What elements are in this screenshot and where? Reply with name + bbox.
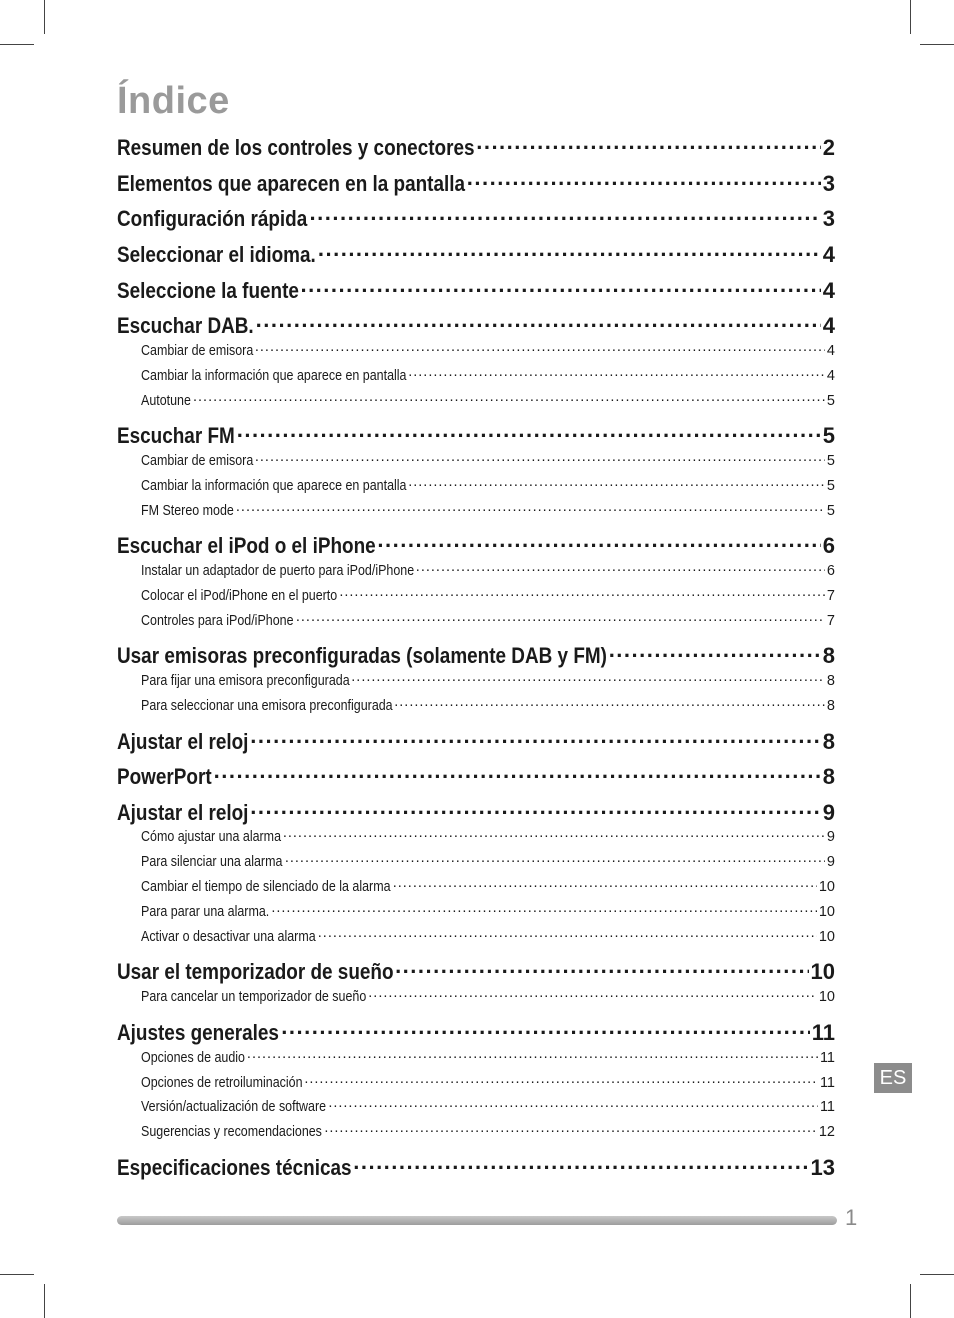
toc-subsection-entry[interactable] xyxy=(141,585,835,604)
page-title: Índice xyxy=(117,80,230,122)
footer-bar xyxy=(117,1216,837,1225)
toc-entry-page: 4 xyxy=(826,367,835,384)
toc-entry-label: Escuchar DAB. xyxy=(117,313,254,338)
toc-entry-page: 8 xyxy=(822,729,835,754)
toc-entry-page: 2 xyxy=(822,135,835,160)
toc-entry-label: Ajustar el reloj xyxy=(117,800,249,825)
dot-leader xyxy=(281,1018,809,1040)
toc-subsection-entry[interactable] xyxy=(141,365,835,384)
dot-leader xyxy=(339,585,825,600)
toc-entry-label: Ajustar el reloj xyxy=(117,729,249,754)
toc-entry-page: 9 xyxy=(826,828,835,845)
toc-entry-page: 5 xyxy=(826,452,835,469)
dot-leader xyxy=(416,560,825,575)
dot-leader xyxy=(467,169,821,191)
dot-leader xyxy=(214,762,821,784)
toc-entry-label: Para silenciar una alarma xyxy=(141,853,283,870)
toc-entry-label: Elementos que aparecen en la pantalla xyxy=(117,171,466,196)
toc-section-entry[interactable] xyxy=(117,762,835,790)
toc-entry-page: 5 xyxy=(826,477,835,494)
toc-entry-label: Seleccione la fuente xyxy=(117,278,299,303)
dot-leader xyxy=(408,365,825,380)
crop-mark xyxy=(0,44,34,45)
toc-entry-page: 7 xyxy=(826,587,835,604)
toc-section-entry[interactable] xyxy=(117,421,835,449)
dot-leader xyxy=(193,390,825,405)
toc-subsection-entry[interactable] xyxy=(141,1121,835,1140)
toc-entry-label: Para seleccionar una emisora preconfigurada xyxy=(141,697,393,714)
toc-entry-page: 11 xyxy=(819,1098,835,1115)
toc-entry-label: Opciones de retroiluminación xyxy=(141,1074,303,1091)
toc-entry-page: 8 xyxy=(826,697,835,714)
toc-subsection-entry[interactable] xyxy=(141,390,835,409)
toc-subsection-entry[interactable] xyxy=(141,500,835,519)
toc-entry-label: Cambiar de emisora xyxy=(141,342,254,359)
toc-entry-page: 11 xyxy=(819,1049,835,1066)
crop-mark xyxy=(920,1274,954,1275)
dot-leader xyxy=(296,610,825,625)
toc-section-entry[interactable] xyxy=(117,531,835,559)
toc-entry-label: PowerPort xyxy=(117,764,212,789)
toc-entry-label: Resumen de los controles y conectores xyxy=(117,135,475,160)
toc-entry-label: FM Stereo mode xyxy=(141,502,234,519)
toc-section-entry[interactable] xyxy=(117,727,835,755)
toc-entry-page: 5 xyxy=(826,502,835,519)
toc-subsection-entry[interactable] xyxy=(141,876,835,895)
crop-mark xyxy=(0,1274,34,1275)
toc-entry-page: 12 xyxy=(818,1123,835,1140)
dot-leader xyxy=(395,957,808,979)
toc-section-entry[interactable] xyxy=(117,798,835,826)
toc-entry-label: Seleccionar el idioma. xyxy=(117,242,316,267)
toc-entry-page: 11 xyxy=(811,1020,835,1045)
toc-entry-label: Sugerencias y recomendaciones xyxy=(141,1123,322,1140)
toc-entry-page: 9 xyxy=(826,853,835,870)
dot-leader xyxy=(318,926,817,941)
toc-section-entry[interactable] xyxy=(117,276,835,304)
toc-entry-label: Cambiar el tiempo de silenciado de la alarma xyxy=(141,878,391,895)
toc-entry-label: Usar el temporizador de sueño xyxy=(117,959,394,984)
dot-leader xyxy=(609,641,821,663)
toc-entry-label: Ajustes generales xyxy=(117,1020,279,1045)
dot-leader xyxy=(250,727,820,749)
toc-entry-page: 3 xyxy=(822,206,835,231)
toc-section-entry[interactable] xyxy=(117,133,835,161)
dot-leader xyxy=(236,500,825,515)
toc-entry-label: Cambiar la información que aparece en pantalla xyxy=(141,367,407,384)
toc-subsection-entry[interactable] xyxy=(141,475,835,494)
crop-mark xyxy=(910,0,911,34)
toc-entry-label: Configuración rápida xyxy=(117,206,308,231)
dot-leader xyxy=(237,421,821,443)
dot-leader xyxy=(283,826,825,841)
toc-entry-label: Para cancelar un temporizador de sueño xyxy=(141,988,367,1005)
toc-entry-label: Cambiar de emisora xyxy=(141,452,254,469)
toc-entry-label: Para parar una alarma. xyxy=(141,903,270,920)
toc-entry-page: 10 xyxy=(818,988,835,1005)
dot-leader xyxy=(271,901,817,916)
toc-entry-label: Escuchar el iPod o el iPhone xyxy=(117,533,376,558)
toc-section-entry[interactable] xyxy=(117,169,835,197)
toc-entry-page: 13 xyxy=(810,1155,835,1180)
dot-leader xyxy=(255,340,825,355)
dot-leader xyxy=(408,475,825,490)
toc-entry-page: 10 xyxy=(818,878,835,895)
toc-section-entry[interactable] xyxy=(117,240,835,268)
toc-entry-label: Cómo ajustar una alarma xyxy=(141,828,282,845)
toc-section-entry[interactable] xyxy=(117,204,835,232)
dot-leader xyxy=(351,670,825,685)
toc-entry-label: Usar emisoras preconfiguradas (solamente DAB y FM) xyxy=(117,643,607,668)
toc-entry-page: 3 xyxy=(822,171,835,196)
dot-leader xyxy=(318,240,821,262)
toc-entry-page: 6 xyxy=(822,533,835,558)
toc-subsection-entry[interactable] xyxy=(141,610,835,629)
toc-subsection-entry[interactable] xyxy=(141,670,835,689)
toc-subsection-entry[interactable] xyxy=(141,1072,835,1091)
toc-entry-page: 4 xyxy=(826,342,835,359)
dot-leader xyxy=(300,276,820,298)
toc-entry-page: 9 xyxy=(822,800,835,825)
crop-mark xyxy=(44,1284,45,1318)
toc-section-entry[interactable] xyxy=(117,1018,835,1046)
dot-leader xyxy=(255,450,825,465)
toc-entry-page: 8 xyxy=(826,672,835,689)
dot-leader xyxy=(393,876,817,891)
crop-mark xyxy=(910,1284,911,1318)
toc-entry-page: 4 xyxy=(822,242,835,267)
toc-subsection-entry[interactable] xyxy=(141,1096,835,1115)
toc-subsection-entry[interactable] xyxy=(141,450,835,469)
toc-subsection-entry[interactable] xyxy=(141,340,835,359)
toc-entry-page: 7 xyxy=(826,612,835,629)
toc-entry-page: 8 xyxy=(822,643,835,668)
toc-subsection-entry[interactable] xyxy=(141,926,835,945)
toc-entry-label: Opciones de audio xyxy=(141,1049,245,1066)
toc-subsection-entry[interactable] xyxy=(141,986,835,1005)
toc-entry-label: Activar o desactivar una alarma xyxy=(141,928,316,945)
toc-section-entry[interactable] xyxy=(117,311,835,339)
dot-leader xyxy=(353,1153,808,1175)
page-number: 1 xyxy=(845,1205,858,1230)
dot-leader xyxy=(304,1072,818,1087)
dot-leader xyxy=(394,695,825,710)
toc-entry-page: 10 xyxy=(818,928,835,945)
dot-leader xyxy=(476,133,821,155)
toc-subsection-entry[interactable] xyxy=(141,560,835,579)
crop-mark xyxy=(44,0,45,34)
dot-leader xyxy=(324,1121,817,1136)
toc-subsection-entry[interactable] xyxy=(141,695,835,714)
dot-leader xyxy=(247,1047,818,1062)
toc-section-entry[interactable] xyxy=(117,957,835,985)
toc-entry-label: Cambiar la información que aparece en pantalla xyxy=(141,477,407,494)
toc-entry-label: Escuchar FM xyxy=(117,423,235,448)
dot-leader xyxy=(368,986,817,1001)
toc-subsection-entry[interactable] xyxy=(141,851,835,870)
toc-entry-label: Autotune xyxy=(141,392,191,409)
dot-leader xyxy=(377,531,820,553)
toc-entry-label: Versión/actualización de software xyxy=(141,1098,327,1115)
toc-entry-label: Especificaciones técnicas xyxy=(117,1155,352,1180)
toc-entry-page: 8 xyxy=(822,764,835,789)
toc-subsection-entry[interactable] xyxy=(141,901,835,920)
toc-entry-page: 5 xyxy=(822,423,835,448)
dot-leader xyxy=(310,204,821,226)
toc-entry-page: 5 xyxy=(826,392,835,409)
toc-entry-label: Para fijar una emisora preconfigurada xyxy=(141,672,350,689)
toc-entry-page: 10 xyxy=(810,959,835,984)
toc-entry-page: 11 xyxy=(819,1074,835,1091)
dot-leader xyxy=(256,311,821,333)
language-badge: ES xyxy=(874,1063,912,1093)
dot-leader xyxy=(285,851,825,866)
toc-section-entry[interactable] xyxy=(117,1153,835,1181)
toc-section-entry[interactable] xyxy=(117,641,835,669)
toc-entry-label: Instalar un adaptador de puerto para iPod/iPhone xyxy=(141,562,415,579)
toc-subsection-entry[interactable] xyxy=(141,1047,835,1066)
toc-entry-page: 6 xyxy=(826,562,835,579)
dot-leader xyxy=(250,798,820,820)
dot-leader xyxy=(328,1096,818,1111)
toc-entry-page: 10 xyxy=(818,903,835,920)
crop-mark xyxy=(920,44,954,45)
toc-entry-label: Controles para iPod/iPhone xyxy=(141,612,294,629)
toc-entry-label: Colocar el iPod/iPhone en el puerto xyxy=(141,587,338,604)
toc-subsection-entry[interactable] xyxy=(141,826,835,845)
toc-entry-page: 4 xyxy=(822,278,835,303)
toc-entry-page: 4 xyxy=(822,313,835,338)
